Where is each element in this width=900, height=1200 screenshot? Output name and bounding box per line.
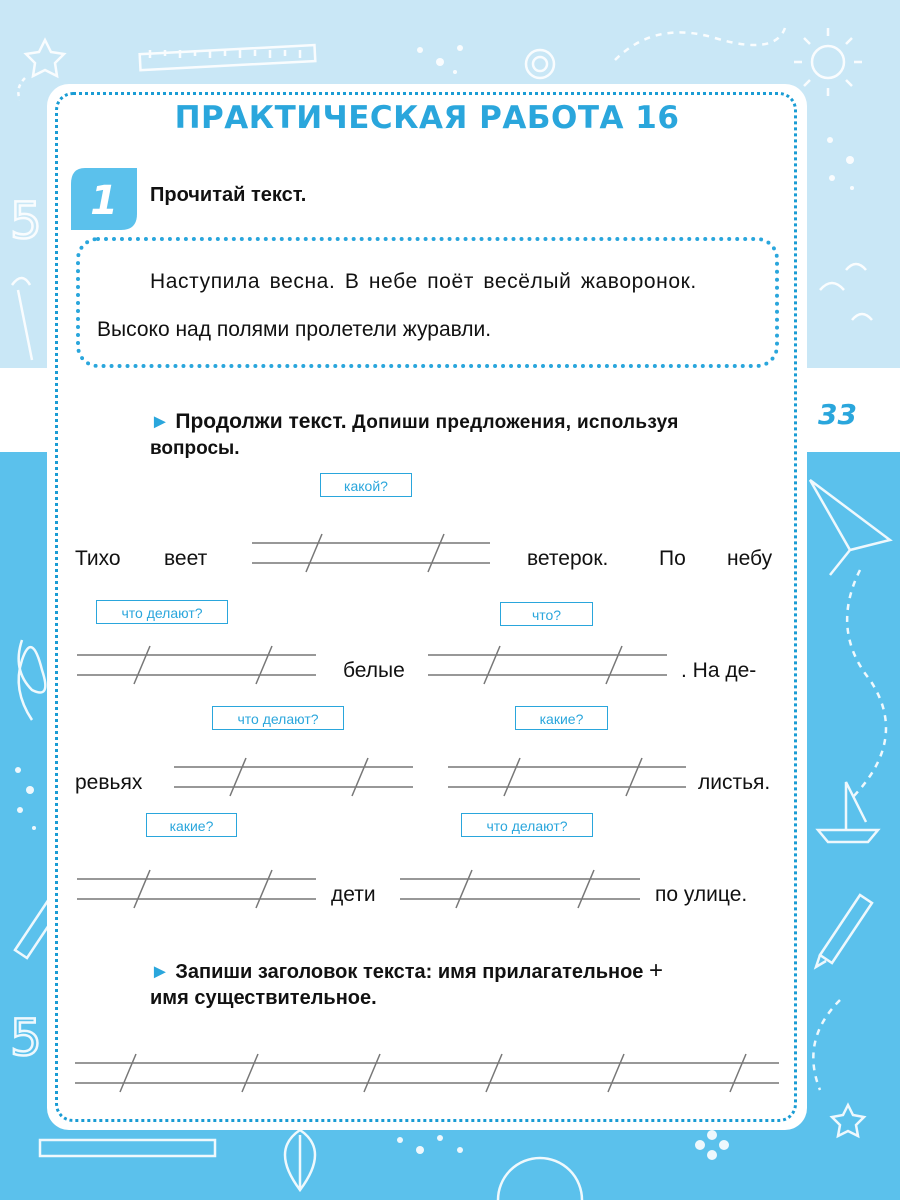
task-number-badge [71,168,137,230]
word: по улице. [655,883,748,906]
instruction1-line1 [150,410,679,434]
leaf-icon [285,1130,315,1190]
reading-text-line2: Высоко над полями пролетели журавли. [97,318,492,341]
reading-text-box [76,237,779,368]
paper-plane-icon [810,480,890,575]
number-5-icon: 5 [10,192,42,250]
brush-icon [12,278,32,360]
word: ветерок. [527,547,609,570]
question-box: что делают? [96,600,228,624]
instruction2-line2: имя существительное. [150,987,377,1009]
ruler-icon [140,45,316,70]
page-number: 33 [818,398,857,431]
task-number: 1 [90,178,118,224]
instruction1-bold: Продолжи текст. [175,410,347,433]
spiral-icon [526,50,554,78]
sun-icon [812,46,844,78]
question-box: что? [500,602,593,626]
instruction2-line1: ► Запиши заголовок текста: имя прилагательное + [150,957,663,984]
word: небу [727,547,773,570]
word: белые [343,659,405,682]
question-box: какие? [515,706,608,730]
question-box: какой? [320,473,412,497]
question-box: какие? [146,813,237,837]
word: ревьях [75,771,143,794]
ruler-icon [40,1140,215,1156]
reading-text-line1: Наступила весна. В небе поёт весёлый жаворонок. [150,270,697,293]
arrow-icon: ► [150,961,170,983]
star-icon [832,1105,864,1136]
music-note-icon [19,640,46,720]
question-box: что делают? [212,706,344,730]
word: . На де- [681,659,757,682]
word: дети [331,883,376,906]
question-box: что делают? [461,813,593,837]
task1-label: Прочитай текст. [150,184,307,206]
star-icon [26,40,64,76]
word: Тихо [75,547,121,570]
instruction1-rest: Допиши предложения, используя [352,412,679,433]
word: веет [164,547,208,570]
pencil-icon [816,895,872,967]
ball-icon [498,1158,582,1200]
arrow-icon: ► [150,411,170,433]
page-title: ПРАКТИЧЕСКАЯ РАБОТА 16 [174,100,680,136]
word: По [659,547,686,570]
sailboat-icon [818,782,878,842]
word: листья. [698,771,771,794]
number-5-icon: 5 [10,1009,42,1067]
instruction1-line2: вопросы. [150,438,240,459]
